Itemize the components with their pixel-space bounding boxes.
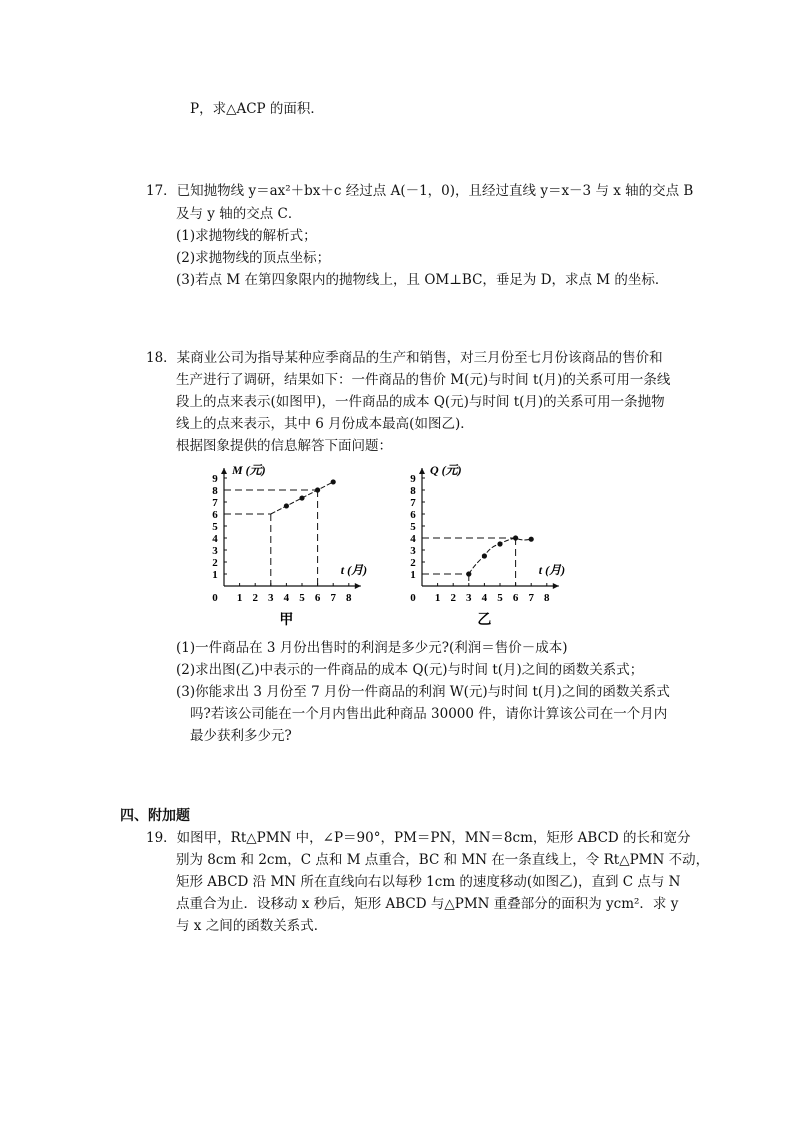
x-tick-label: 6 xyxy=(512,592,519,604)
y-axis-arrow xyxy=(221,468,227,474)
y-tick-label: 4 xyxy=(212,533,218,545)
q19-line: 与 x 之间的函数关系式． xyxy=(176,918,328,934)
data-point xyxy=(482,553,487,558)
q18-part-3-cont: 最少获利多少元? xyxy=(190,728,292,744)
q18-part-3-cont: 吗?若该公司能在一个月内售出此种商品 30000 件，请你计算该公司在一个月内 xyxy=(190,706,668,722)
q19-line: 矩形 ABCD 沿 MN 所在直线向右以每秒 1cm 的速度移动(如图乙)，直到 C 点与 N xyxy=(176,874,681,890)
data-point xyxy=(331,479,336,484)
x-axis-arrow xyxy=(355,583,361,589)
q18-line: 根据图象提供的信息解答下面问题： xyxy=(176,438,392,454)
q18-line: 线上的点来表示，其中 6 月份成本最高(如图乙)． xyxy=(176,416,474,432)
y-tick-label: 8 xyxy=(410,485,416,497)
chart-yi xyxy=(410,463,565,628)
y-tick-label: 2 xyxy=(212,557,218,569)
y-tick-label: 7 xyxy=(212,497,218,509)
data-point xyxy=(529,537,534,542)
data-point xyxy=(497,541,502,546)
q17-part-2: (2)求抛物线的顶点坐标； xyxy=(176,250,331,266)
q18-part-3: (3)你能求出 3 月份至 7 月份一件商品的利润 W(元)与时间 t(月)之间的函数关系式 xyxy=(176,684,670,700)
q18-figures xyxy=(0,450,794,650)
x-tick-label: 5 xyxy=(299,592,305,604)
data-point xyxy=(284,503,289,508)
y-tick-label: 3 xyxy=(410,545,416,557)
y-tick-label: 3 xyxy=(212,545,218,557)
x-tick-label: 5 xyxy=(497,592,503,604)
x-tick-label: 7 xyxy=(528,592,534,604)
q17-part-1: (1)求抛物线的解析式； xyxy=(176,228,317,244)
q17-line: 17．已知抛物线 y＝ax²＋bx＋c 经过点 A(－1，0)，且经过直线 y＝x－3 与 x 轴的交点 B xyxy=(146,183,694,199)
x-tick-label: 1 xyxy=(236,592,243,604)
data-point xyxy=(513,535,518,540)
origin-label: 0 xyxy=(212,592,218,604)
x-tick-label: 1 xyxy=(434,592,441,604)
y-axis-label: Q (元) xyxy=(430,463,462,477)
section-title: 四、附加题 xyxy=(120,808,190,824)
q17-part-3: (3)若点 M 在第四象限内的抛物线上，且 OM⊥BC，垂足为 D，求点 M 的坐标． xyxy=(176,272,669,288)
data-point xyxy=(299,495,304,500)
y-tick-label: 9 xyxy=(410,473,416,485)
x-tick-label: 8 xyxy=(544,592,550,604)
x-tick-label: 3 xyxy=(466,592,472,604)
chart-jia xyxy=(212,463,367,628)
x-tick-label: 4 xyxy=(283,592,290,604)
y-tick-label: 7 xyxy=(410,497,416,509)
q18-line: 生产进行了调研，结果如下：一件商品的售价 M(元)与时间 t(月)的关系可用一条线 xyxy=(176,372,671,388)
y-tick-label: 5 xyxy=(410,521,416,533)
x-tick-label: 2 xyxy=(252,592,258,604)
origin-label: 0 xyxy=(410,592,416,604)
x-axis-label: t (月) xyxy=(538,563,566,577)
y-tick-label: 6 xyxy=(410,509,416,521)
x-tick-label: 8 xyxy=(346,592,352,604)
q18-part-2: (2)求出图(乙)中表示的一件商品的成本 Q(元)与时间 t(月)之间的函数关系式； xyxy=(176,662,644,678)
x-tick-label: 6 xyxy=(314,592,321,604)
y-tick-label: 5 xyxy=(212,521,218,533)
data-point xyxy=(315,487,320,492)
y-tick-label: 2 xyxy=(410,557,416,569)
y-axis-arrow xyxy=(419,468,425,474)
chart-title: 乙 xyxy=(477,613,492,628)
y-tick-label: 6 xyxy=(212,509,218,521)
data-point xyxy=(466,571,471,576)
q19-line: 点重合为止．设移动 x 秒后，矩形 ABCD 与△PMN 重叠部分的面积为 ycm²．求 y xyxy=(176,896,679,912)
y-tick-label: 4 xyxy=(410,533,416,545)
q17-line: 及与 y 轴的交点 C． xyxy=(176,206,302,222)
q18-line: 18．某商业公司为指导某种应季商品的生产和销售，对三月份至七月份该商品的售价和 xyxy=(146,350,663,366)
q19-line: 别为 8cm 和 2cm，C 点和 M 点重合，BC 和 MN 在一条直线上，令 Rt△PMN 不动， xyxy=(176,852,710,868)
y-tick-label: 8 xyxy=(212,485,218,497)
x-tick-label: 3 xyxy=(268,592,274,604)
x-tick-label: 4 xyxy=(481,592,488,604)
x-axis-arrow xyxy=(553,583,559,589)
q18-line: 段上的点来表示(如图甲)，一件商品的成本 Q(元)与时间 t(月)的关系可用一条抛物 xyxy=(176,394,665,410)
x-axis-label: t (月) xyxy=(340,563,368,577)
prev-question-tail: P，求△ACP 的面积． xyxy=(190,101,324,117)
y-axis-label: M (元) xyxy=(232,463,266,477)
chart-title: 甲 xyxy=(279,613,294,628)
q19-line: 19．如图甲，Rt△PMN 中，∠P＝90°，PM＝PN，MN＝8cm，矩形 ABCD 的长和宽分 xyxy=(146,830,691,846)
q18-part-1: (1)一件商品在 3 月份出售时的利润是多少元?(利润＝售价－成本) xyxy=(176,640,568,656)
y-tick-label: 1 xyxy=(212,569,218,581)
x-tick-label: 7 xyxy=(330,592,336,604)
x-tick-label: 2 xyxy=(450,592,456,604)
y-tick-label: 9 xyxy=(212,473,218,485)
y-tick-label: 1 xyxy=(410,569,416,581)
